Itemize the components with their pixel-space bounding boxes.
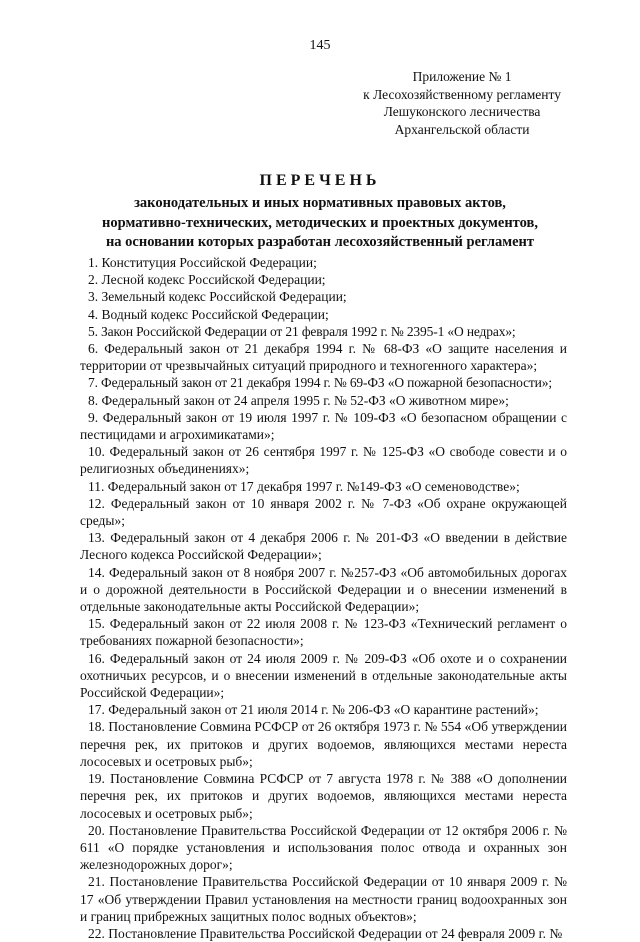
list-item: 12. Федеральный закон от 10 января 2002 г. № 7-ФЗ «Об охране окружающей среды»; [80, 495, 567, 529]
list-item: 16. Федеральный закон от 24 июля 2009 г. № 209-ФЗ «Об охоте и о сохранении охотничьих ресурсов, и о внесении изменений в отдельные законодательные акты Российской Федерации»; [80, 650, 567, 701]
page-number: 145 [309, 38, 331, 53]
list-item: 22. Постановление Правительства Российской Федерации от 24 февраля 2009 г. № [88, 925, 563, 941]
list-item: 21. Постановление Правительства Российской Федерации от 10 января 2009 г. № 17 «Об утверждении Правил установления на местности границ водоохранных зон и границ прибрежных защитных полос водных объектов»; [80, 874, 567, 924]
list-item: 10. Федеральный закон от 26 сентября 1997 г. № 125-ФЗ «О свободе совести и о религиозных объединениях»; [80, 444, 567, 477]
list-item: 11. Федеральный закон от 17 декабря 1997 г. №149-ФЗ «О семеноводстве»; [88, 478, 520, 494]
list-item: 4. Водный кодекс Российской Федерации; [88, 306, 329, 322]
list-item: 20. Постановление Правительства Российской Федерации от 12 октября 2006 г. № 611 «О порядке установления и использования полос отвода и охранных зон железнодорожных дорог»; [80, 822, 567, 873]
appendix-note [363, 68, 561, 138]
list-item: 9. Федеральный закон от 19 июля 1997 г. № 109-ФЗ «О безопасном обращении с пестицидами и агрохимикатами»; [80, 409, 567, 443]
document-title: ПЕРЕЧЕНЬ [259, 172, 381, 189]
document-subtitle [0, 194, 640, 253]
subtitle-line: нормативно-технических, методических и проектных документов, [102, 214, 538, 231]
appendix-line: к Лесохозяйственному регламенту [363, 86, 561, 102]
list-item: 17. Федеральный закон от 21 июля 2014 г. № 206-ФЗ «О карантине растений»; [88, 702, 539, 718]
appendix-line: Приложение № 1 [412, 69, 512, 84]
list-item: 6. Федеральный закон от 21 декабря 1994 г. № 68-ФЗ «О защите населения и территории от чрезвычайных ситуаций природного и техногенного характера»; [80, 341, 567, 374]
list-item: 5. Закон Российской Федерации от 21 февраля 1992 г. № 2395-1 «О недрах»; [88, 323, 516, 339]
appendix-line: Архангельской области [394, 121, 530, 137]
list-item: 2. Лесной кодекс Российской Федерации; [88, 272, 326, 288]
list-item: 8. Федеральный закон от 24 апреля 1995 г. № 52-ФЗ «О животном мире»; [88, 392, 509, 408]
list-item: 3. Земельный кодекс Российской Федерации; [88, 289, 347, 305]
list-item: 15. Федеральный закон от 22 июля 2008 г. № 123-ФЗ «Технический регламент о требованиях пожарной безопасности»; [80, 616, 567, 649]
list-item: 7. Федеральный закон от 21 декабря 1994 г. № 69-ФЗ «О пожарной безопасности»; [88, 375, 552, 391]
list-item: 1. Конституция Российской Федерации; [88, 255, 317, 270]
list-item: 18. Постановление Совмина РСФСР от 26 октября 1973 г. № 554 «Об утверждении перечня рек, их притоков и других водоемов, являющихся местами нереста лососевых и осетровых рыб»; [80, 719, 567, 769]
legal-acts-list [80, 254, 567, 942]
list-item: 13. Федеральный закон от 4 декабря 2006 г. № 201-ФЗ «О введении в действие Лесного кодекса Российской Федерации»; [80, 530, 567, 563]
subtitle-line: законодательных и иных нормативных правовых актов, [134, 195, 506, 211]
list-item: 14. Федеральный закон от 8 ноября 2007 г. №257-ФЗ «Об автомобильных дорогах и о дорожной деятельности в Российской Федерации и о внесении изменений в отдельные законодательные акты Российской Федерации»; [80, 564, 567, 615]
appendix-line: Лешуконского лесничества [383, 104, 541, 119]
subtitle-line: на основании которых разработан лесохозяйственный регламент [105, 234, 535, 250]
list-item: 19. Постановление Совмина РСФСР от 7 августа 1978 г. № 388 «О дополнении перечня рек, их притоков и других водоемов, являющихся местами нереста лососевых и осетровых рыб»; [80, 771, 567, 821]
